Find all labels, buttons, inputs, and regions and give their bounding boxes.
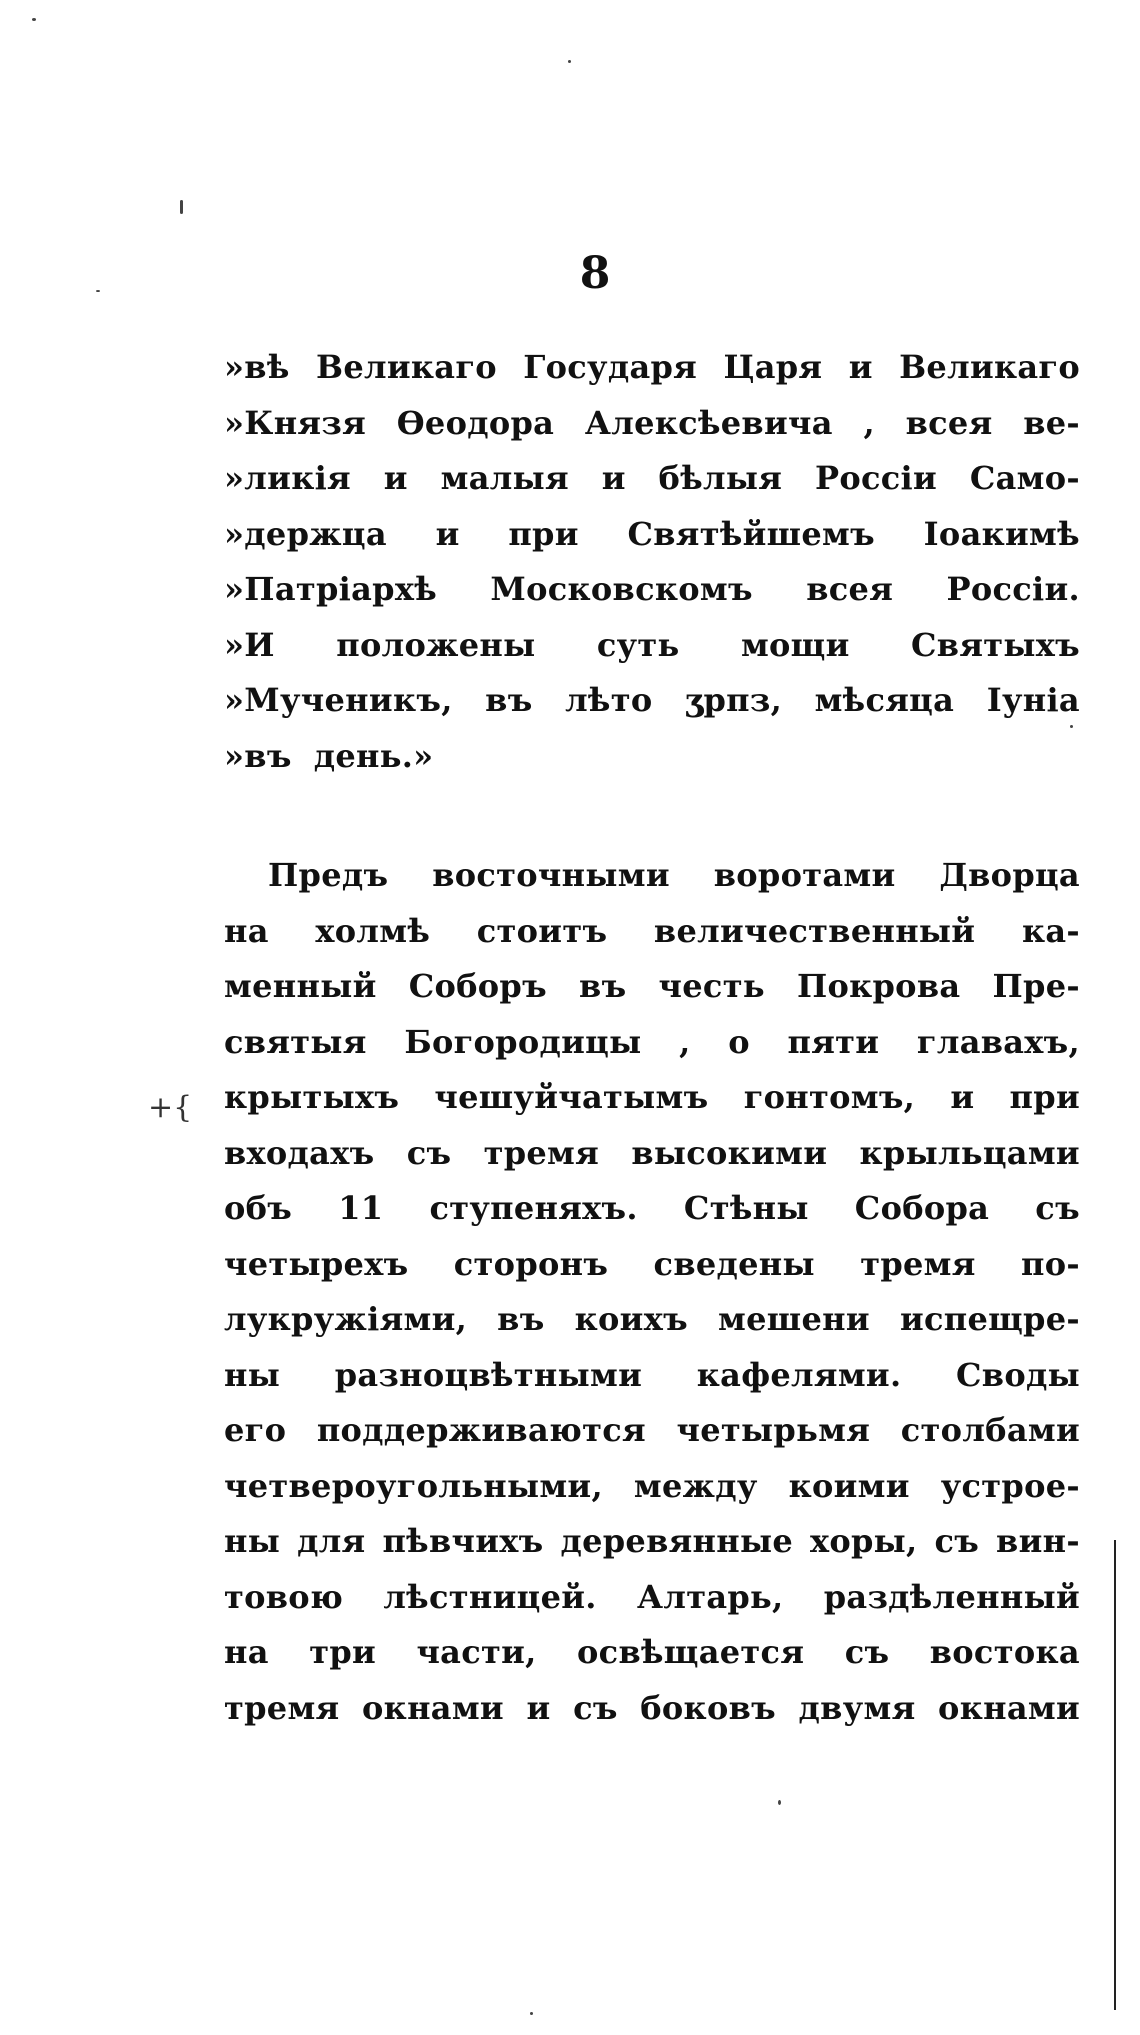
body-paragraph (224, 848, 1080, 1736)
paragraph-line: святыя Богородицы , о пяти главахъ, (224, 1022, 1080, 1061)
quote-line-last: »въ день.» (224, 736, 434, 775)
quote-line: »Патрiархѣ Московскомъ всея Россiи. (224, 570, 1080, 608)
quote-line: »держца и при Святѣйшемъ Iоакимѣ (224, 514, 1080, 553)
quote-line: »И положены суть мощи Святыхъ (224, 625, 1080, 664)
paragraph-line: на три части, освѣщается съ востока (224, 1633, 1080, 1671)
paragraph-line: Предъ восточными воротами Дворца (268, 856, 1080, 894)
quote-line: »Князя Ѳеодора Алексѣевича , всея ве- (224, 403, 1080, 442)
page-edge-rule (1114, 1540, 1116, 2010)
paragraph-line: крытыхъ чешуйчатымъ гонтомъ, и при (224, 1078, 1080, 1116)
paragraph-line: входахъ съ тремя высокими крыльцами (224, 1133, 1080, 1172)
page-number (70, 248, 1140, 299)
paragraph-line: четвероугольными, между коими устрое- (224, 1466, 1080, 1505)
page-number-text: 8 (579, 248, 611, 299)
quote-line: »Мученикъ, въ лѣто ӡрпз, мѣсяца Iунiа (224, 681, 1080, 719)
quote-line: »вѣ Великаго Государя Царя и Великаго (224, 348, 1080, 386)
quote-line: »ликiя и малыя и бѣлыя Россiи Само- (224, 459, 1080, 497)
handwritten-margin-mark: +{ (148, 1090, 193, 1125)
scan-speck (568, 60, 571, 63)
scan-speck (1070, 725, 1073, 728)
paragraph-line: тремя окнами и съ боковъ двумя окнами (224, 1688, 1080, 1727)
paragraph-line: его поддерживаются четырьмя столбами (224, 1411, 1080, 1449)
paragraph-line: менный Соборъ въ честь Покрова Пре- (224, 967, 1080, 1005)
paragraph-line: лукружiями, въ коихъ мешени испещре- (224, 1300, 1080, 1338)
scan-speck (530, 2012, 533, 2015)
paragraph-line: четырехъ сторонъ сведены тремя по- (224, 1244, 1080, 1283)
paragraph-line: объ 11 ступеняхъ. Стѣны Собора съ (224, 1189, 1080, 1227)
paragraph-line: на холмѣ стоитъ величественный ка- (224, 911, 1080, 950)
quoted-inscription (224, 340, 1080, 784)
scan-speck (96, 290, 100, 292)
scan-speck (180, 200, 183, 214)
scan-speck (32, 18, 36, 21)
paragraph-line: ны разноцвѣтными кафелями. Своды (224, 1355, 1080, 1394)
paragraph-line: ны для пѣвчихъ деревянные хоры, съ вин- (224, 1522, 1080, 1560)
scan-speck (778, 1800, 781, 1805)
paragraph-line: товою лѣстницей. Алтарь, раздѣленный (224, 1577, 1080, 1616)
